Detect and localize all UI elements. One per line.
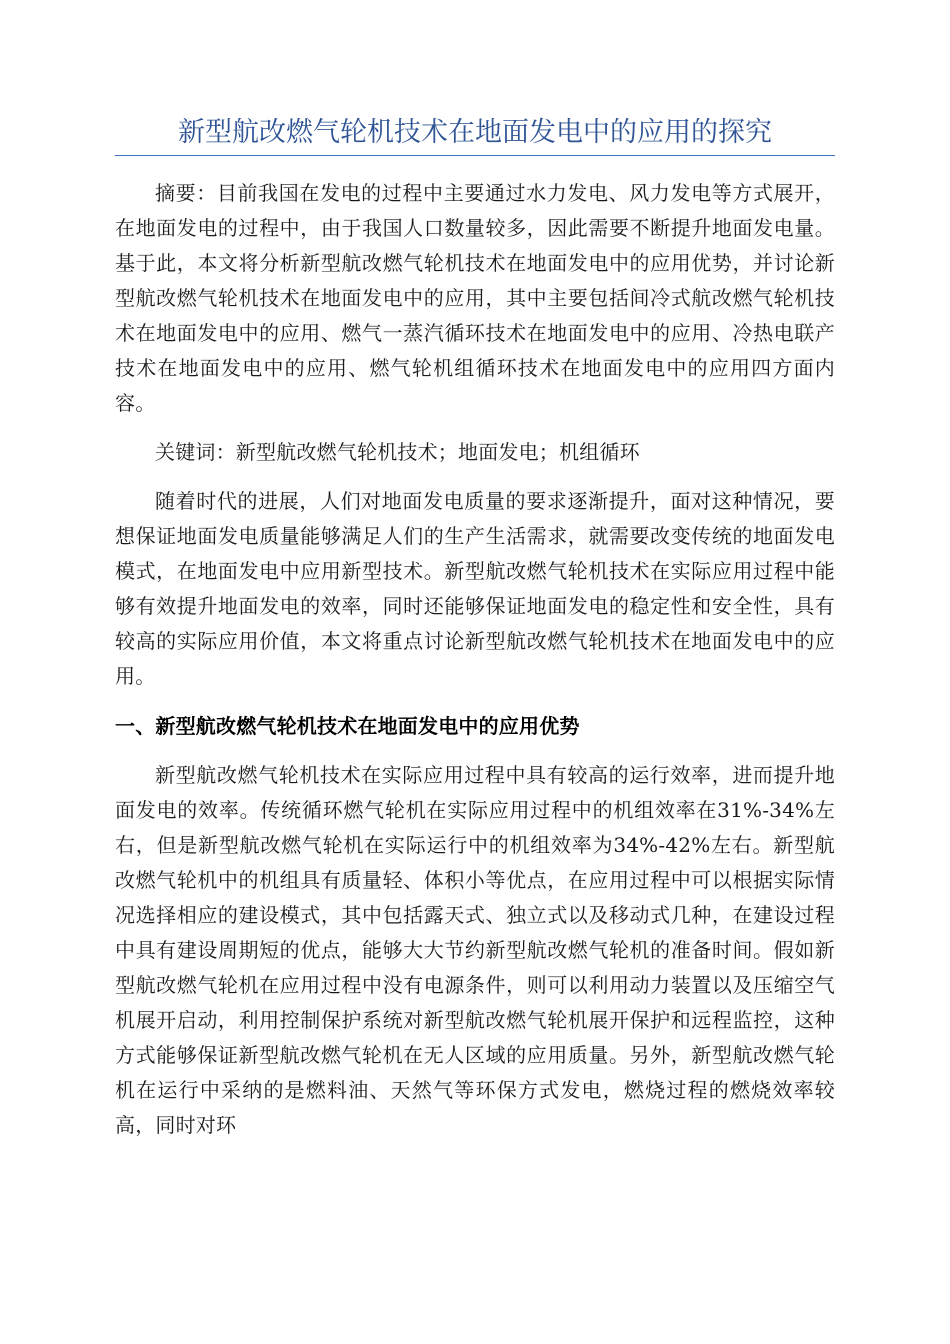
document-body: [115, 176, 835, 1143]
document-title: 新型航改燃气轮机技术在地面发电中的应用的探究: [178, 117, 772, 148]
intro-paragraph: 随着时代的进展，人们对地面发电质量的要求逐渐提升，面对这种情况，要想保证地面发电质量能够满足人们的生产生活需求，就需要改变传统的地面发电模式，在地面发电中应用新型技术。新型航改燃气轮机技术在实际应用过程中能够有效提升地面发电的效率，同时还能够保证地面发电的稳定性和安全性，具有较高的实际应用价值，本文将重点讨论新型航改燃气轮机技术在地面发电中的应用。: [115, 489, 835, 688]
title-underline: [115, 155, 835, 156]
section-heading: 一、新型航改燃气轮机技术在地面发电中的应用优势: [115, 714, 580, 738]
keywords-paragraph: 关键词：新型航改燃气轮机技术；地面发电；机组循环: [155, 440, 640, 464]
section-paragraph: 新型航改燃气轮机技术在实际应用过程中具有较高的运行效率，进而提升地面发电的效率。传统循环燃气轮机在实际应用过程中的机组效率在31%-34%左右，但是新型航改燃气轮机在实际运行中的机组效率为34%-42%左右。新型航改燃气轮机中的机组具有质量轻、体积小等优点，在应用过程中可以根据实际情况选择相应的建设模式，其中包括露天式、独立式以及移动式几种，在建设过程中具有建设周期短的优点，能够大大节约新型航改燃气轮机的准备时间。假如新型航改燃气轮机在应用过程中没有电源条件，则可以利用动力装置以及压缩空气机展开启动，利用控制保护系统对新型航改燃气轮机展开保护和远程监控，这种方式能够保证新型航改燃气轮机在无人区域的应用质量。另外，新型航改燃气轮机在运行中采纳的是燃料油、天然气等环保方式发电，燃烧过程的燃烧效率较高，同时对环: [115, 763, 835, 1137]
abstract-paragraph: 摘要：目前我国在发电的过程中主要通过水力发电、风力发电等方式展开，在地面发电的过程中，由于我国人口数量较多，因此需要不断提升地面发电量。基于此，本文将分析新型航改燃气轮机技术在地面发电中的应用优势，并讨论新型航改燃气轮机技术在地面发电中的应用，其中主要包括间冷式航改燃气轮机技术在地面发电中的应用、燃气一蒸汽循环技术在地面发电中的应用、冷热电联产技术在地面发电中的应用、燃气轮机组循环技术在地面发电中的应用四方面内容。: [115, 181, 835, 415]
